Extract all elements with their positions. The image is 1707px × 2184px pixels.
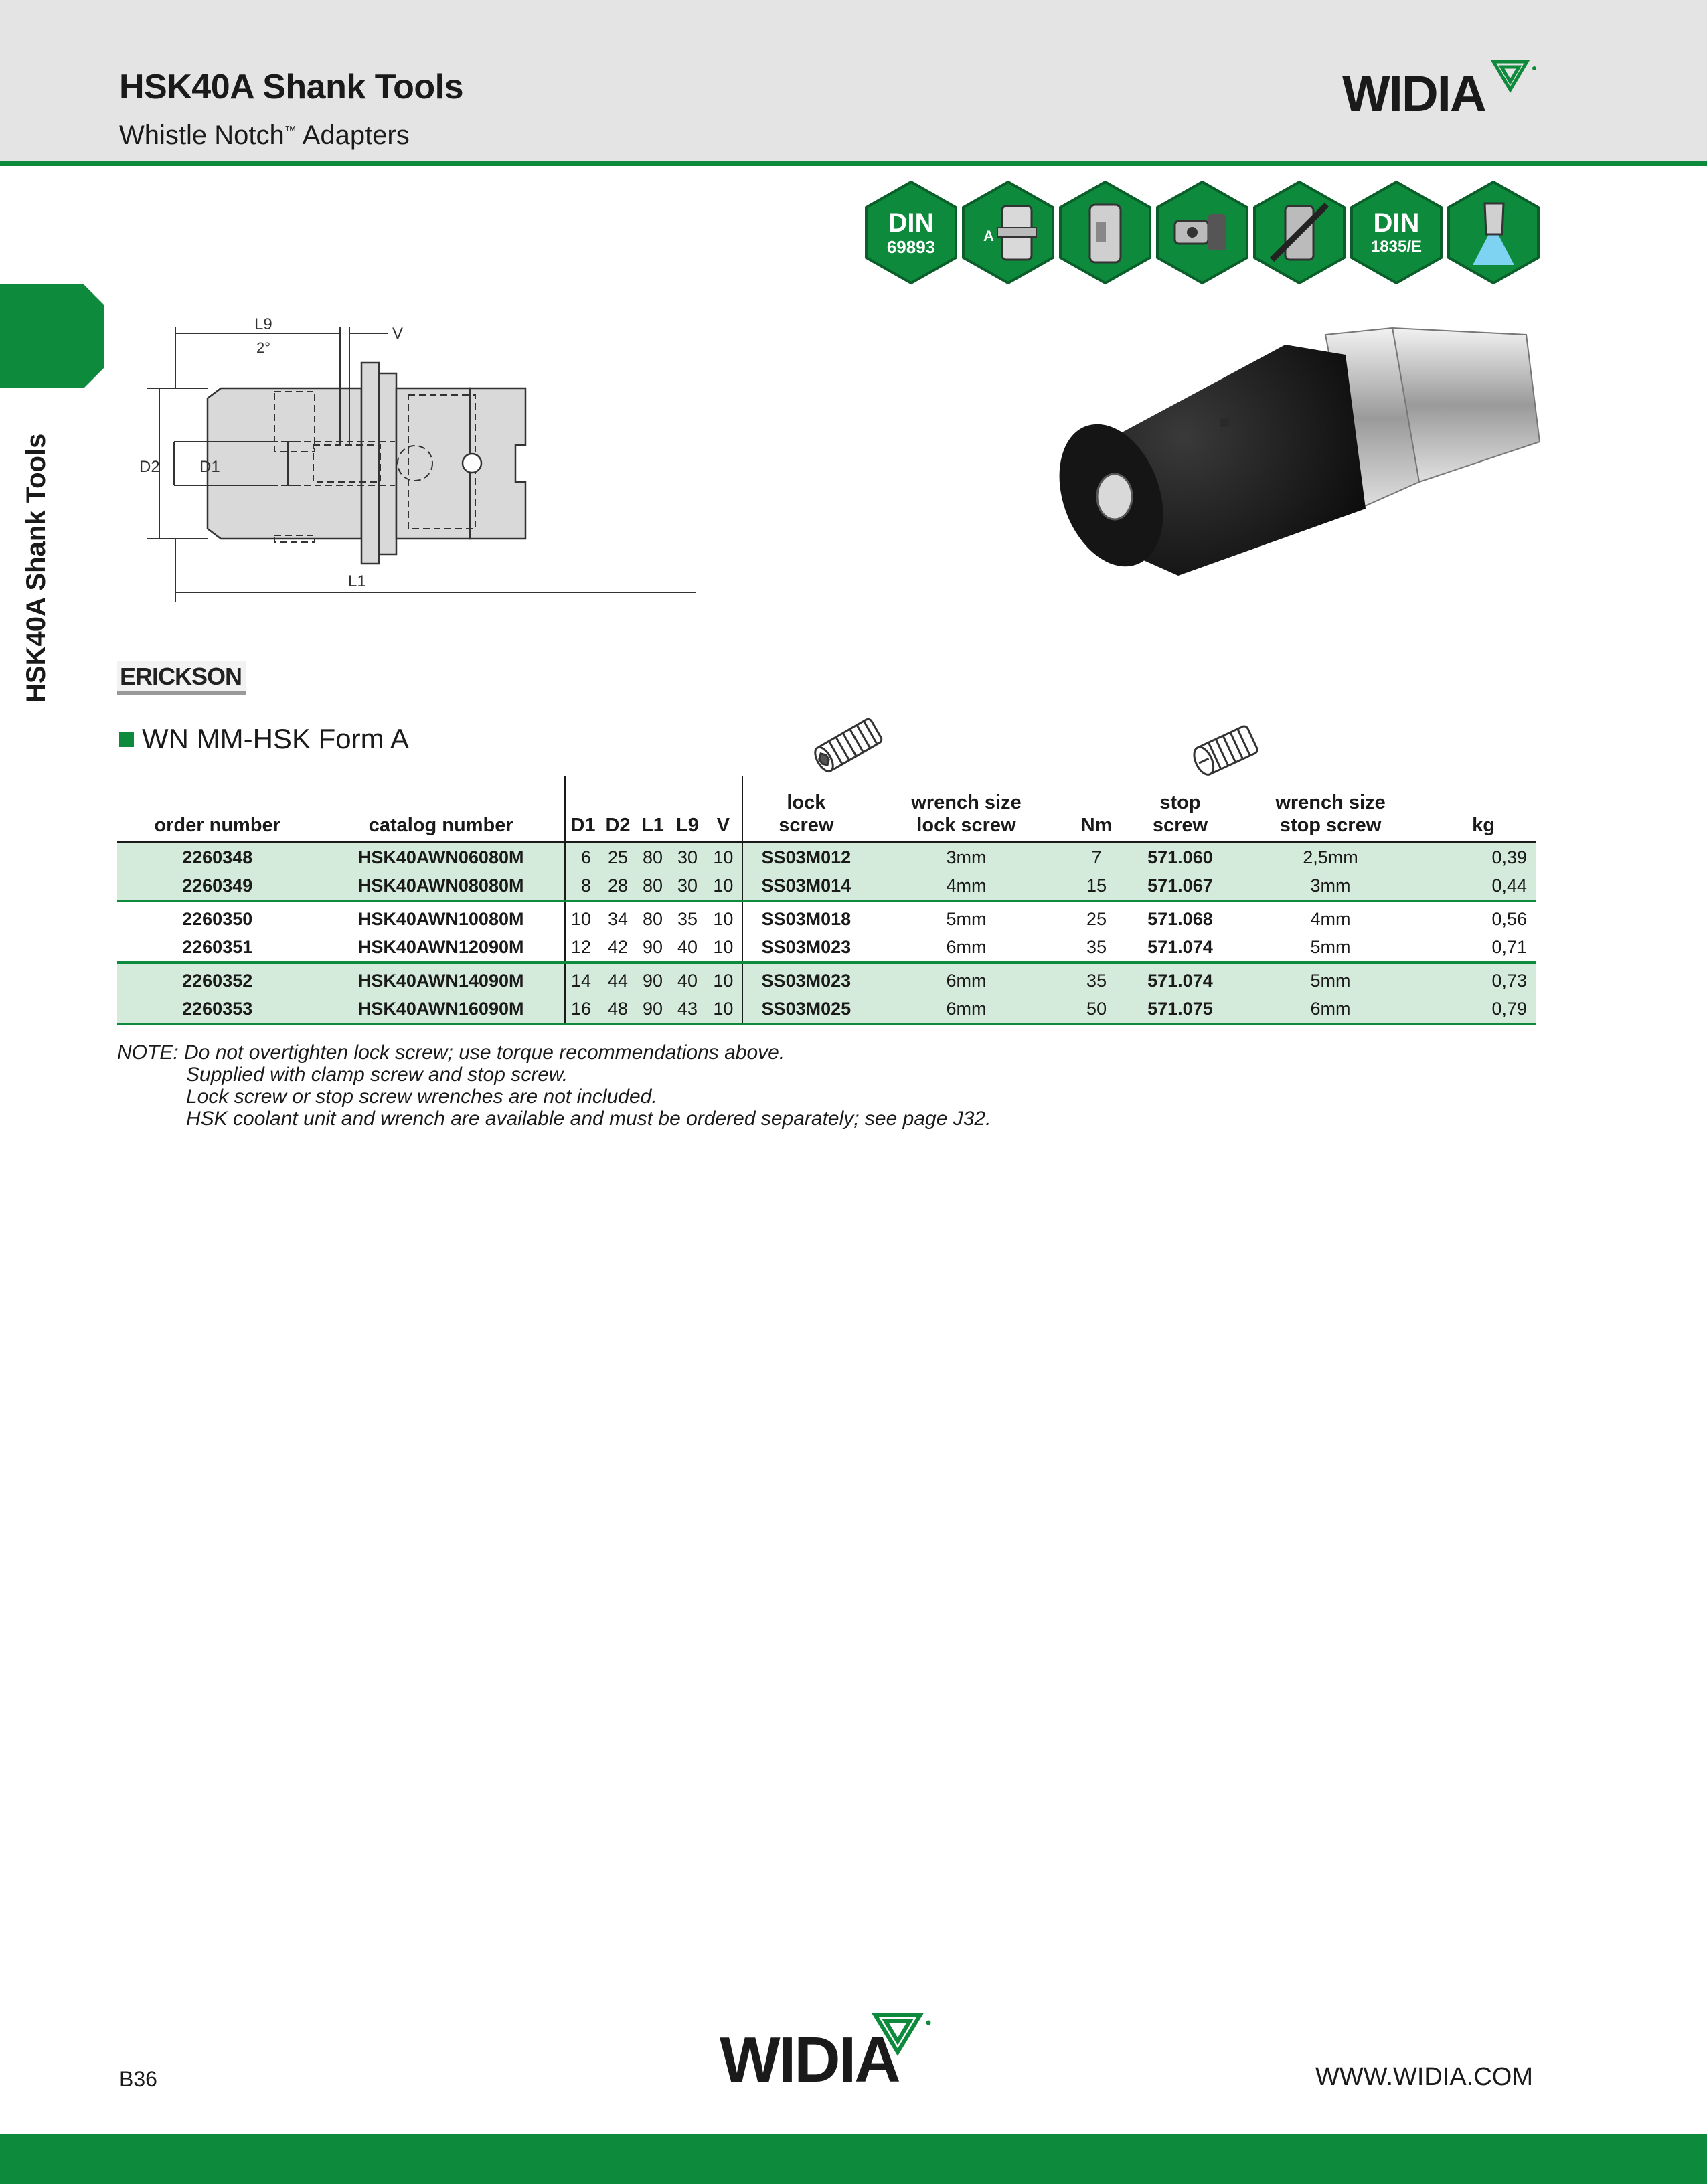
cell-lock-screw: SS03M025: [742, 995, 870, 1024]
cell-wrench-lock: 6mm: [870, 933, 1063, 962]
note-line: NOTE: Do not overtighten lock screw; use torque recommendations above.: [117, 1041, 785, 1064]
table-row: [117, 901, 1536, 933]
cell-v: 10: [705, 901, 742, 933]
cell-catalog-number: HSK40AWN08080M: [317, 871, 565, 901]
cell-wrench-lock: 6mm: [870, 995, 1063, 1024]
cell-kg: 0,73: [1431, 962, 1536, 995]
page-subtitle: [119, 120, 410, 151]
din-1835e-icon: [1349, 181, 1444, 284]
cell-nm: 7: [1063, 842, 1130, 871]
cell-d1: 10: [565, 901, 600, 933]
notes-block: [117, 1041, 991, 1130]
footer-band: [0, 2134, 1707, 2184]
dim-d1-label: D1: [199, 458, 220, 476]
header-d1: D1: [565, 776, 600, 842]
body-outline: [208, 388, 361, 539]
cell-stop-screw: 571.075: [1130, 995, 1230, 1024]
cell-d1: 6: [565, 842, 600, 871]
table-row: [117, 871, 1536, 901]
cell-l9: 40: [670, 962, 705, 995]
subtitle-rest: Adapters: [296, 120, 410, 150]
product-photo: [1044, 308, 1566, 596]
header-catalog-number: catalog number: [317, 776, 565, 842]
cell-d1: 12: [565, 933, 600, 962]
header-stop-screw: [1130, 776, 1230, 842]
cell-stop-screw: 571.074: [1130, 933, 1230, 962]
header-nm: Nm: [1063, 776, 1130, 842]
cell-lock-screw: SS03M014: [742, 871, 870, 901]
cell-d2: 25: [600, 842, 635, 871]
footer-widia-logo: [720, 2008, 941, 2096]
cell-nm: 35: [1063, 962, 1130, 995]
pin-hole-icon: [463, 454, 481, 473]
coolant-through-icon: [1155, 181, 1250, 284]
header-stop-screw-line1: stop: [1159, 792, 1201, 813]
cell-order-number: 2260352: [117, 962, 317, 995]
cell-l1: 90: [635, 962, 670, 995]
side-tab-marker: [0, 284, 104, 388]
din-number: 1835/E: [1370, 238, 1422, 256]
table-row: [117, 995, 1536, 1024]
footer-url[interactable]: WWW.WIDIA.COM: [1315, 2063, 1533, 2091]
cell-nm: 25: [1086, 908, 1107, 929]
collar-outline: [379, 373, 396, 554]
cell-wrench-stop: 3mm: [1230, 871, 1431, 901]
cell-wrench-stop: 4mm: [1310, 908, 1351, 929]
cell-kg: 0,56: [1491, 908, 1527, 929]
din-label: DIN: [888, 208, 934, 238]
din-label: DIN: [1373, 208, 1420, 238]
header-d2: D2: [600, 776, 635, 842]
cell-kg: 0,71: [1431, 933, 1536, 962]
cell-d2: 42: [600, 933, 635, 962]
header-rule: [0, 161, 1707, 166]
cell-l9: 40: [670, 933, 705, 962]
cell-l9: 43: [670, 995, 705, 1024]
widia-logo-text: WIDIA: [1342, 66, 1485, 122]
header-wrench-lock-line2: lock screw: [916, 815, 1016, 836]
header-wrench-stop-line1: wrench size: [1275, 792, 1386, 813]
cell-kg: 0,44: [1431, 871, 1536, 901]
cell-d2: 44: [600, 962, 635, 995]
cell-lock-screw: SS03M018: [761, 908, 851, 929]
din-number: 69893: [886, 237, 936, 257]
erickson-logo: [117, 661, 246, 695]
table-row: [117, 962, 1536, 995]
cell-wrench-lock: 3mm: [870, 842, 1063, 871]
cell-order-number: 2260351: [117, 933, 317, 962]
taper-outline: [396, 388, 470, 539]
trademark-mark: ™: [284, 123, 297, 137]
header-l1: L1: [635, 776, 670, 842]
series-title: [119, 723, 409, 755]
cell-l9: 30: [670, 842, 705, 871]
cell-l9: 30: [670, 871, 705, 901]
cell-wrench-stop: 6mm: [1230, 995, 1431, 1024]
header-wrench-stop-line2: stop screw: [1279, 815, 1382, 836]
widia-logo: [1342, 55, 1543, 122]
cell-l1: 80: [635, 842, 670, 871]
dim-d2-label: D2: [139, 458, 160, 476]
cell-catalog-number: HSK40AWN16090M: [317, 995, 565, 1024]
table-row: [117, 842, 1536, 871]
cell-wrench-stop: 2,5mm: [1230, 842, 1431, 871]
form-letter: A: [983, 228, 994, 244]
cell-order-number: 2260349: [117, 871, 317, 901]
header-wrench-lock: [870, 776, 1063, 842]
cell-wrench-lock: 6mm: [870, 962, 1063, 995]
coolant-spray-icon: [1446, 181, 1541, 284]
dim-angle-label: 2°: [256, 339, 271, 356]
dim-v-label: V: [392, 325, 404, 343]
header-lock-screw: [742, 776, 870, 842]
no-balance-icon: [1252, 181, 1347, 284]
hsk-form-a-icon: [961, 181, 1056, 284]
cell-nm: 15: [1063, 871, 1130, 901]
cell-d1: 16: [565, 995, 600, 1024]
cell-wrench-stop: 5mm: [1230, 962, 1431, 995]
cell-l9: 35: [677, 908, 698, 929]
note-line: HSK coolant unit and wrench are available and must be ordered separately; see page J32.: [186, 1108, 991, 1130]
table-row: [117, 933, 1536, 962]
header-l9: L9: [670, 776, 705, 842]
cell-lock-screw: SS03M023: [742, 962, 870, 995]
dim-l9-label: L9: [254, 315, 272, 333]
page-number: B36: [119, 2067, 157, 2091]
din-69893-icon: [864, 181, 959, 284]
widia-triangle-icon: [1493, 62, 1527, 90]
subtitle-text: Whistle Notch: [119, 120, 284, 150]
note-line: Supplied with clamp screw and stop screw.: [186, 1064, 568, 1086]
header-wrench-lock-line1: wrench size: [911, 792, 1022, 813]
cell-d2: 34: [608, 908, 629, 929]
cell-d2: 28: [600, 871, 635, 901]
cell-l1: 90: [635, 995, 670, 1024]
cell-v: 10: [705, 842, 742, 871]
header-order-number: order number: [117, 776, 317, 842]
cell-catalog-number: HSK40AWN14090M: [317, 962, 565, 995]
stop-screw-icon: [1182, 718, 1269, 784]
cell-lock-screw: SS03M012: [742, 842, 870, 871]
cell-catalog-number: HSK40AWN12090M: [317, 933, 565, 962]
header-lock-screw-line2: screw: [779, 815, 834, 836]
cell-d2: 48: [600, 995, 635, 1024]
cell-stop-screw: 571.067: [1130, 871, 1230, 901]
header-stop-screw-line2: screw: [1152, 815, 1208, 836]
cell-catalog-number: HSK40AWN10080M: [357, 908, 524, 929]
cell-d1: 14: [565, 962, 600, 995]
bore-shape: [1097, 474, 1132, 519]
cell-stop-screw: 571.074: [1130, 962, 1230, 995]
cell-v: 10: [705, 995, 742, 1024]
header-wrench-stop: [1230, 776, 1431, 842]
series-bullet-icon: [119, 732, 134, 747]
cell-kg: 0,79: [1431, 995, 1536, 1024]
cell-order-number: 2260353: [117, 995, 317, 1024]
weldon-shank-icon: [1058, 181, 1153, 284]
header-lock-screw-line1: lock: [787, 792, 826, 813]
dim-l1-label: L1: [348, 572, 366, 590]
header-kg: kg: [1431, 776, 1536, 842]
note-line: Lock screw or stop screw wrenches are not included.: [186, 1086, 657, 1108]
footer-logo-text: WIDIA: [720, 2024, 899, 2096]
cell-kg: 0,39: [1431, 842, 1536, 871]
side-tab-label: HSK40A Shank Tools: [21, 433, 51, 703]
technical-drawing: [139, 315, 823, 609]
cell-wrench-lock: 4mm: [870, 871, 1063, 901]
cell-d1: 8: [565, 871, 600, 901]
feature-icon-row: [864, 181, 1553, 288]
cell-catalog-number: HSK40AWN06080M: [317, 842, 565, 871]
cell-order-number: 2260350: [182, 908, 253, 929]
page-title: HSK40A Shank Tools: [119, 68, 463, 106]
cell-stop-screw: 571.068: [1147, 908, 1213, 929]
cell-stop-screw: 571.060: [1130, 842, 1230, 871]
table-header-row: [117, 776, 1536, 842]
erickson-text: ERICKSON: [117, 661, 246, 695]
lock-screw-icon: [807, 711, 894, 778]
cell-v: 10: [705, 962, 742, 995]
header-v: V: [705, 776, 742, 842]
cell-l1: 80: [635, 871, 670, 901]
cell-order-number: 2260348: [117, 842, 317, 871]
spec-table: [117, 776, 1536, 1025]
cell-wrench-stop: 5mm: [1230, 933, 1431, 962]
cell-l1: 80: [642, 908, 663, 929]
cell-lock-screw: SS03M023: [742, 933, 870, 962]
cell-wrench-lock: 5mm: [946, 908, 987, 929]
cell-nm: 35: [1063, 933, 1130, 962]
flange-outline: [361, 363, 379, 564]
series-title-text: WN MM-HSK Form A: [142, 723, 409, 754]
cell-nm: 50: [1063, 995, 1130, 1024]
cell-l1: 90: [635, 933, 670, 962]
cell-v: 10: [705, 871, 742, 901]
cell-v: 10: [705, 933, 742, 962]
lock-screw-hole: [1220, 418, 1229, 427]
